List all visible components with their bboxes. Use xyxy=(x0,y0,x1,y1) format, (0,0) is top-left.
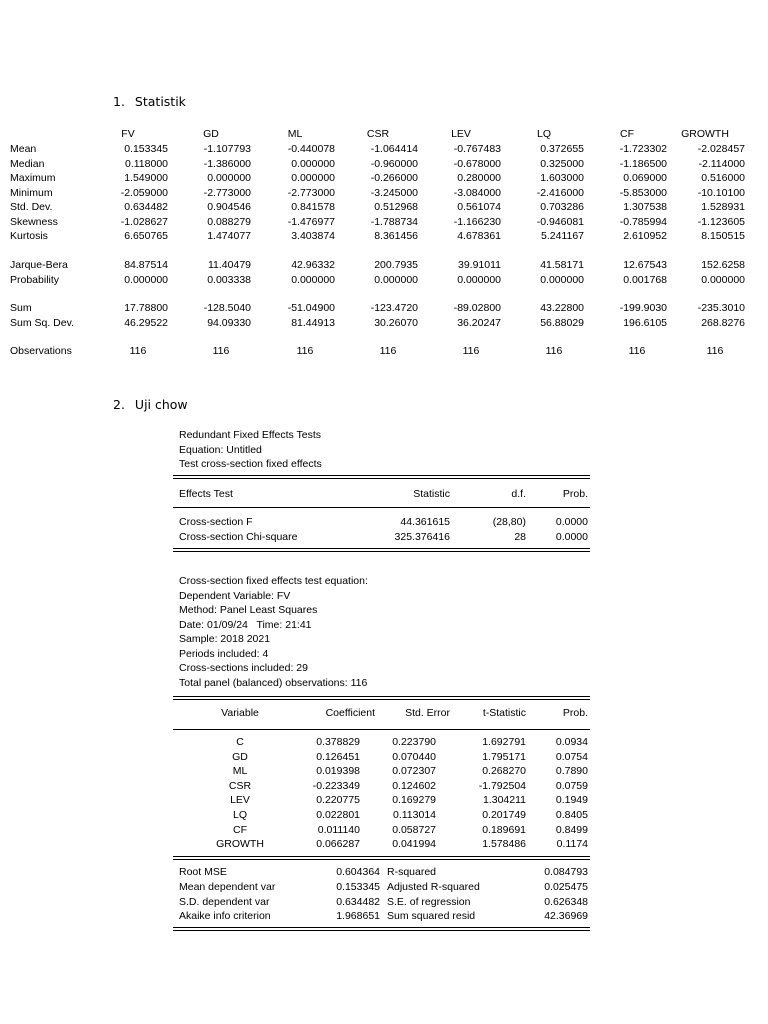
coef-row-variable: C xyxy=(236,736,244,748)
stats-cell: 116 xyxy=(545,345,563,357)
stats-cell: 17.78800 xyxy=(124,302,168,314)
coef-row-coefficient: 0.066287 xyxy=(316,838,360,851)
stats-cell: 0.000000 xyxy=(291,172,335,184)
stats-cell: 0.512968 xyxy=(374,201,418,213)
coef-row-t-statistic: 1.578486 xyxy=(482,838,526,851)
stats-cell: -0.960000 xyxy=(370,157,418,170)
stats-column-header: LQ xyxy=(536,128,551,140)
effects-row-df: (28,80) xyxy=(492,516,526,528)
stats-cell: -2.059000 xyxy=(120,186,168,199)
stats-cell: 0.000000 xyxy=(540,273,584,286)
stats-cell: -1.064414 xyxy=(370,143,418,155)
effects-row-df: 28 xyxy=(514,531,526,543)
stats-cell: -123.4720 xyxy=(370,302,418,314)
equation-info-line: Total panel (balanced) observations: 116 xyxy=(179,676,368,689)
coef-row-prob: 0.0934 xyxy=(555,736,588,748)
stats-cell: -1.166230 xyxy=(453,215,501,228)
coef-row-variable: CSR xyxy=(228,779,252,792)
stats-column-header: GROWTH xyxy=(681,128,729,140)
stats-cell: 0.561074 xyxy=(457,201,501,213)
coef-row-coefficient: 0.126451 xyxy=(316,750,360,763)
effects-row-label: Cross-section Chi-square xyxy=(179,531,298,543)
stats-cell: 0.841578 xyxy=(291,201,335,213)
coef-row-std-error: 0.223790 xyxy=(392,736,436,748)
coef-header-std-error: Std. Error xyxy=(405,707,450,719)
coef-row-std-error: 0.169279 xyxy=(392,794,436,807)
coef-row-std-error: 0.072307 xyxy=(392,765,436,778)
coef-row-prob: 0.8499 xyxy=(555,823,588,836)
stats-cell: 84.87514 xyxy=(124,259,168,271)
coef-row-t-statistic: 0.201749 xyxy=(482,809,526,821)
test-header-line: Test cross-section fixed effects xyxy=(179,458,322,470)
coef-row-std-error: 0.070440 xyxy=(392,750,436,763)
coef-row-coefficient: 0.011140 xyxy=(317,823,360,836)
stats-row-label: Std. Dev. xyxy=(10,201,53,213)
stats-cell: -3.084000 xyxy=(453,186,501,199)
coef-row-t-statistic: 1.795171 xyxy=(482,750,526,763)
stats-cell: 8.361456 xyxy=(374,230,418,242)
stats-cell: 116 xyxy=(379,345,397,357)
stats-cell: 0.088279 xyxy=(207,215,251,228)
stats-cell: 1.307538 xyxy=(623,201,667,213)
section-title: Uji chow xyxy=(134,397,188,412)
coef-row-prob: 0.8405 xyxy=(555,809,588,821)
coef-row-variable: GD xyxy=(232,750,248,763)
summary-value-left: 0.634482 xyxy=(336,895,380,908)
stats-cell: 8.150515 xyxy=(701,230,745,242)
stats-cell: 0.000000 xyxy=(701,273,745,286)
summary-value-right: 42.36969 xyxy=(544,910,588,923)
stats-cell: 0.372655 xyxy=(540,143,584,155)
equation-info-line: Sample: 2018 2021 xyxy=(179,633,271,645)
stats-cell: 116 xyxy=(706,345,724,357)
stats-cell: 81.44913 xyxy=(291,316,335,329)
coef-row-t-statistic: 1.692791 xyxy=(482,736,526,748)
effects-row-statistic: 44.361615 xyxy=(400,516,450,528)
stats-cell: -0.946081 xyxy=(536,215,584,228)
summary-label-right: Adjusted R-squared xyxy=(387,880,480,893)
effects-row-prob: 0.0000 xyxy=(555,531,588,543)
stats-cell: 2.610952 xyxy=(623,230,667,242)
stats-cell: 4.678361 xyxy=(457,230,501,242)
stats-cell: -89.02800 xyxy=(453,302,501,314)
stats-cell: 116 xyxy=(628,345,646,357)
stats-cell: 0.516000 xyxy=(701,172,745,184)
stats-column-header: GD xyxy=(203,128,219,140)
stats-cell: -2.416000 xyxy=(536,186,584,199)
coef-header-coefficient: Coefficient xyxy=(325,707,375,719)
stats-cell: 0.000000 xyxy=(124,273,168,286)
stats-row-label: Kurtosis xyxy=(10,230,48,242)
coef-row-variable: LEV xyxy=(230,794,250,807)
equation-info-line: Date: 01/09/24 Time: 21:41 xyxy=(179,618,312,631)
coef-row-prob: 0.1174 xyxy=(556,838,588,851)
effects-row-label: Cross-section F xyxy=(179,516,253,528)
stats-column-header: FV xyxy=(121,128,135,140)
stats-cell: 0.000000 xyxy=(207,172,251,184)
summary-label-right: Sum squared resid xyxy=(387,910,476,923)
stats-cell: -1.186500 xyxy=(619,157,667,170)
section-number: 2. xyxy=(113,397,125,412)
stats-cell: -2.773000 xyxy=(287,186,335,199)
stats-cell: -2.114000 xyxy=(698,157,745,170)
stats-cell: 0.325000 xyxy=(540,157,584,170)
stats-row-label: Maximum xyxy=(10,172,56,184)
stats-cell: 0.000000 xyxy=(457,273,501,286)
stats-row-label: Mean xyxy=(10,143,37,155)
stats-cell: -1.386000 xyxy=(203,157,251,170)
stats-cell: -1.723302 xyxy=(619,143,667,155)
stats-cell: 0.003338 xyxy=(207,273,251,286)
stats-cell: 152.6258 xyxy=(701,259,745,271)
stats-cell: -5.853000 xyxy=(619,186,667,199)
coef-row-coefficient: 0.378829 xyxy=(316,736,360,748)
summary-label-right: S.E. of regression xyxy=(387,895,471,908)
stats-cell: 1.603000 xyxy=(540,172,584,184)
summary-value-left: 0.153345 xyxy=(336,880,380,893)
stats-cell: -1.788734 xyxy=(370,215,418,228)
stats-cell: 94.09330 xyxy=(207,316,251,329)
summary-value-left: 1.968651 xyxy=(336,910,380,923)
effects-header-test: Effects Test xyxy=(179,488,233,500)
test-header-line: Redundant Fixed Effects Tests xyxy=(179,429,322,441)
stats-cell: -0.785994 xyxy=(619,215,667,228)
stats-cell: 0.703286 xyxy=(540,201,584,213)
stats-cell: 0.001768 xyxy=(623,273,667,286)
stats-cell: 196.6105 xyxy=(623,316,667,329)
coef-header-variable: Variable xyxy=(221,707,259,719)
summary-value-left: 0.604364 xyxy=(336,866,380,878)
stats-cell: 1.549000 xyxy=(124,172,168,184)
coef-row-prob: 0.0759 xyxy=(555,779,588,792)
summary-value-right: 0.626348 xyxy=(544,895,588,908)
stats-cell: -1.028627 xyxy=(120,215,168,228)
stats-column-header: CF xyxy=(620,128,634,140)
stats-cell: 41.58171 xyxy=(540,259,584,271)
stats-cell: -10.10100 xyxy=(697,186,745,199)
coef-row-variable: GROWTH xyxy=(216,838,264,851)
stats-cell: -199.9030 xyxy=(619,302,667,314)
stats-row-label: Minimum xyxy=(10,186,53,199)
stats-cell: 42.96332 xyxy=(291,259,335,271)
coef-header-t-statistic: t-Statistic xyxy=(482,707,526,719)
coef-row-coefficient: -0.223349 xyxy=(312,779,360,792)
stats-cell: 43.22800 xyxy=(540,302,584,314)
coef-row-coefficient: 0.019398 xyxy=(316,765,360,778)
stats-row-label: Observations xyxy=(10,345,72,357)
effects-header-statistic: Statistic xyxy=(413,488,450,500)
coef-row-std-error: 0.124602 xyxy=(392,779,436,792)
stats-column-header: ML xyxy=(287,128,303,140)
effects-row-statistic: 325.376416 xyxy=(394,531,450,543)
effects-header-prob: Prob. xyxy=(562,488,588,500)
stats-cell: -0.440078 xyxy=(287,143,335,155)
stats-row-label: Skewness xyxy=(10,215,58,228)
stats-cell: -3.245000 xyxy=(370,186,418,199)
stats-cell: 116 xyxy=(129,345,147,357)
equation-info-line: Periods included: 4 xyxy=(179,647,269,660)
coef-header-prob: Prob. xyxy=(562,707,588,719)
stats-row-label: Median xyxy=(10,157,45,170)
coef-row-coefficient: 0.220775 xyxy=(316,794,360,807)
stats-cell: 116 xyxy=(212,345,230,357)
section-number: 1. xyxy=(113,94,125,109)
stats-cell: 0.000000 xyxy=(374,273,418,286)
stats-cell: 0.000000 xyxy=(291,273,335,286)
test-header-line: Equation: Untitled xyxy=(179,443,262,456)
stats-cell: 200.7935 xyxy=(374,259,418,271)
coef-row-variable: CF xyxy=(233,823,247,836)
stats-cell: 0.280000 xyxy=(457,172,501,184)
stats-cell: 6.650765 xyxy=(124,230,168,242)
effects-row-prob: 0.0000 xyxy=(555,516,588,528)
stats-cell: 0.000000 xyxy=(291,157,335,170)
stats-cell: 1.474077 xyxy=(207,230,251,242)
stats-cell: 0.118000 xyxy=(124,157,168,170)
summary-label-right: R-squared xyxy=(387,866,437,878)
equation-info-line: Dependent Variable: FV xyxy=(179,589,291,602)
stats-row-label: Probability xyxy=(10,273,60,286)
stats-cell: 56.88029 xyxy=(540,316,584,329)
stats-row-label: Jarque-Bera xyxy=(10,259,68,271)
stats-cell: 11.40479 xyxy=(207,259,251,271)
stats-cell: 268.8276 xyxy=(701,316,745,329)
stats-cell: 30.26070 xyxy=(374,316,418,329)
coef-row-prob: 0.7890 xyxy=(555,765,588,778)
coef-row-t-statistic: 1.304211 xyxy=(482,794,526,807)
coef-row-std-error: 0.113014 xyxy=(392,809,436,821)
stats-cell: 0.904546 xyxy=(207,201,251,213)
stats-cell: 39.91011 xyxy=(457,259,501,271)
coef-row-std-error: 0.058727 xyxy=(392,823,436,836)
stats-cell: -128.5040 xyxy=(203,302,251,314)
stats-cell: 36.20247 xyxy=(457,316,501,329)
coef-row-t-statistic: 0.268270 xyxy=(482,765,526,778)
stats-cell: 12.67543 xyxy=(623,259,667,271)
stats-cell: -1.107793 xyxy=(203,143,251,155)
stats-column-header: LEV xyxy=(451,128,471,140)
stats-cell: 46.29522 xyxy=(124,316,168,329)
stats-cell: -1.476977 xyxy=(287,215,335,228)
stats-cell: -235.3010 xyxy=(697,302,745,314)
equation-info-line: Cross-sections included: 29 xyxy=(179,662,308,674)
stats-cell: -51.04900 xyxy=(287,302,335,314)
coef-row-prob: 0.1949 xyxy=(555,794,588,807)
section-title: Statistik xyxy=(134,94,186,109)
stats-cell: -1.123605 xyxy=(697,215,745,228)
summary-value-right: 0.084793 xyxy=(544,866,588,878)
stats-cell: -0.678000 xyxy=(453,157,501,170)
summary-value-right: 0.025475 xyxy=(544,880,588,893)
stats-column-header: CSR xyxy=(366,128,390,140)
coef-row-t-statistic: -1.792504 xyxy=(478,779,526,792)
coef-row-t-statistic: 0.189691 xyxy=(482,823,526,836)
stats-row-label: Sum Sq. Dev. xyxy=(10,316,74,329)
equation-info-line: Method: Panel Least Squares xyxy=(179,604,318,616)
stats-cell: 5.241167 xyxy=(540,230,584,242)
summary-label-left: Mean dependent var xyxy=(179,880,276,893)
coef-row-prob: 0.0754 xyxy=(555,750,588,763)
stats-cell: -0.767483 xyxy=(453,143,501,155)
stats-cell: 116 xyxy=(296,345,314,357)
summary-label-left: S.D. dependent var xyxy=(179,895,270,908)
stats-cell: 0.153345 xyxy=(124,143,168,155)
coef-row-variable: ML xyxy=(232,765,248,778)
stats-cell: 116 xyxy=(462,345,480,357)
effects-header-df: d.f. xyxy=(511,488,526,500)
stats-cell: -2.028457 xyxy=(697,143,745,155)
stats-cell: 0.634482 xyxy=(124,201,168,213)
summary-label-left: Root MSE xyxy=(179,866,227,878)
stats-cell: 0.069000 xyxy=(623,172,667,184)
stats-cell: -0.266000 xyxy=(370,172,418,184)
stats-cell: -2.773000 xyxy=(203,186,251,199)
equation-info-line: Cross-section fixed effects test equation: xyxy=(179,575,368,587)
summary-label-left: Akaike info criterion xyxy=(179,910,271,923)
stats-cell: 3.403874 xyxy=(291,230,335,242)
coef-row-coefficient: 0.022801 xyxy=(316,809,360,821)
coef-row-std-error: 0.041994 xyxy=(392,838,436,851)
coef-row-variable: LQ xyxy=(232,809,247,821)
stats-cell: 1.528931 xyxy=(701,201,745,213)
stats-row-label: Sum xyxy=(10,302,32,314)
